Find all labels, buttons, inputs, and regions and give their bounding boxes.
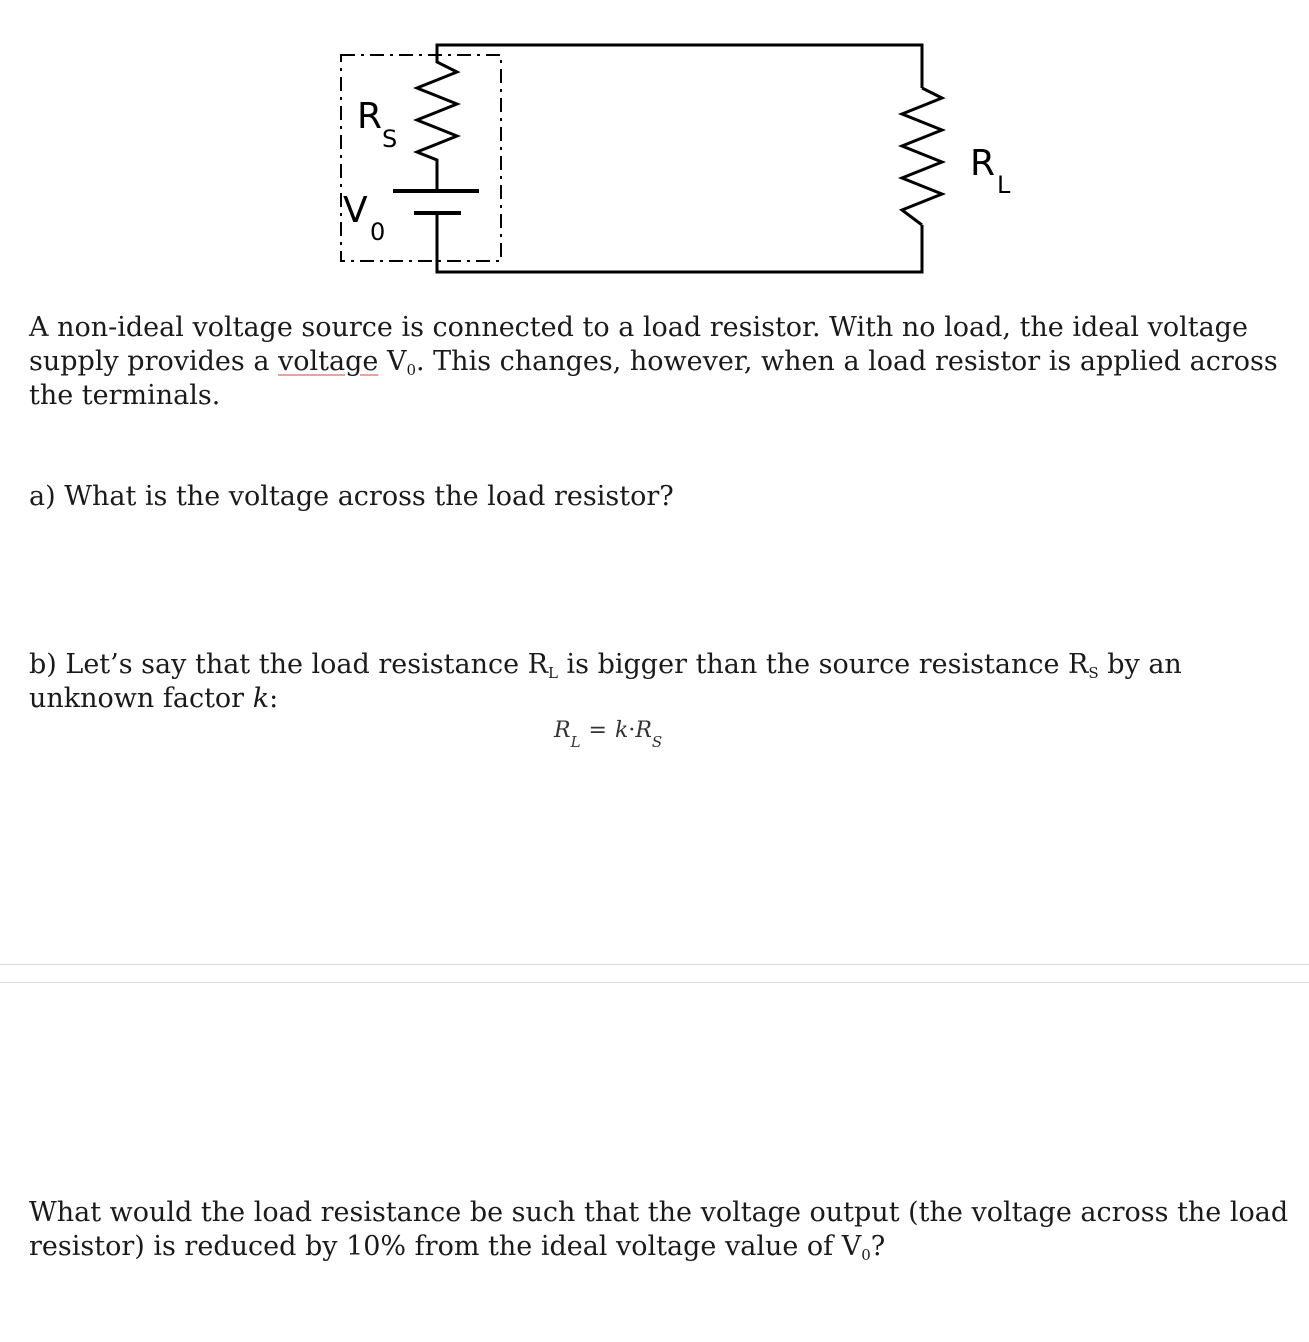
circuit-diagram bbox=[0, 0, 1100, 290]
equation bbox=[554, 718, 663, 751]
intro-v-symbol: V bbox=[386, 346, 407, 377]
source-resistor-sub: S bbox=[382, 125, 398, 153]
circuit-wire bbox=[437, 45, 922, 88]
qc-v-sub: 0 bbox=[861, 1246, 871, 1264]
question-c bbox=[29, 1196, 1299, 1264]
eq-rhs: R bbox=[635, 718, 652, 743]
eq-dot: · bbox=[628, 718, 636, 743]
qb-factor-k: k bbox=[252, 683, 270, 714]
intro-paragraph bbox=[29, 311, 1289, 413]
qb-text-2: is bigger than the source resistance R bbox=[557, 649, 1089, 680]
intro-voltage-word: voltage bbox=[278, 346, 379, 377]
qc-text-1: What would the load resistance be such that the voltage output (the voltage across the load resistor) is reduced by 10% from the ideal voltage value of V bbox=[29, 1197, 1289, 1262]
load-resistor-label: R bbox=[970, 143, 996, 184]
source-resistor-label: R bbox=[357, 96, 383, 137]
source-resistor bbox=[417, 55, 457, 180]
eq-lhs-sub: L bbox=[570, 733, 581, 751]
page-divider bbox=[0, 964, 1309, 965]
page-divider bbox=[0, 982, 1309, 983]
intro-v-sub: 0 bbox=[406, 361, 416, 379]
source-voltage-label: V bbox=[343, 190, 368, 231]
load-resistor bbox=[902, 88, 942, 225]
qb-text-4: : bbox=[269, 683, 279, 714]
eq-k: k bbox=[614, 718, 629, 743]
eq-rhs-sub: S bbox=[651, 733, 663, 751]
qb-text-3: by an unknown factor bbox=[29, 649, 1182, 714]
question-b bbox=[29, 648, 1289, 716]
qb-rl-sub: L bbox=[547, 664, 558, 682]
qc-text-2: ? bbox=[870, 1231, 886, 1262]
qb-text-1: b) Let’s say that the load resistance R bbox=[29, 649, 548, 680]
circuit-wire-bottom bbox=[437, 212, 922, 272]
eq-equals: = bbox=[588, 718, 607, 743]
intro-text-end: . This changes, however, when a load resistor is applied across the terminals. bbox=[29, 346, 1278, 411]
question-a: a) What is the voltage across the load resistor? bbox=[29, 481, 674, 512]
source-voltage-sub: 0 bbox=[370, 218, 386, 246]
qb-rs-sub: S bbox=[1088, 664, 1099, 682]
load-resistor-sub: L bbox=[997, 171, 1011, 199]
intro-text-start: A non-ideal voltage source is connected to a load resistor. With no load, the ideal voltage supply provides a bbox=[29, 312, 1248, 377]
eq-lhs: R bbox=[554, 718, 571, 743]
